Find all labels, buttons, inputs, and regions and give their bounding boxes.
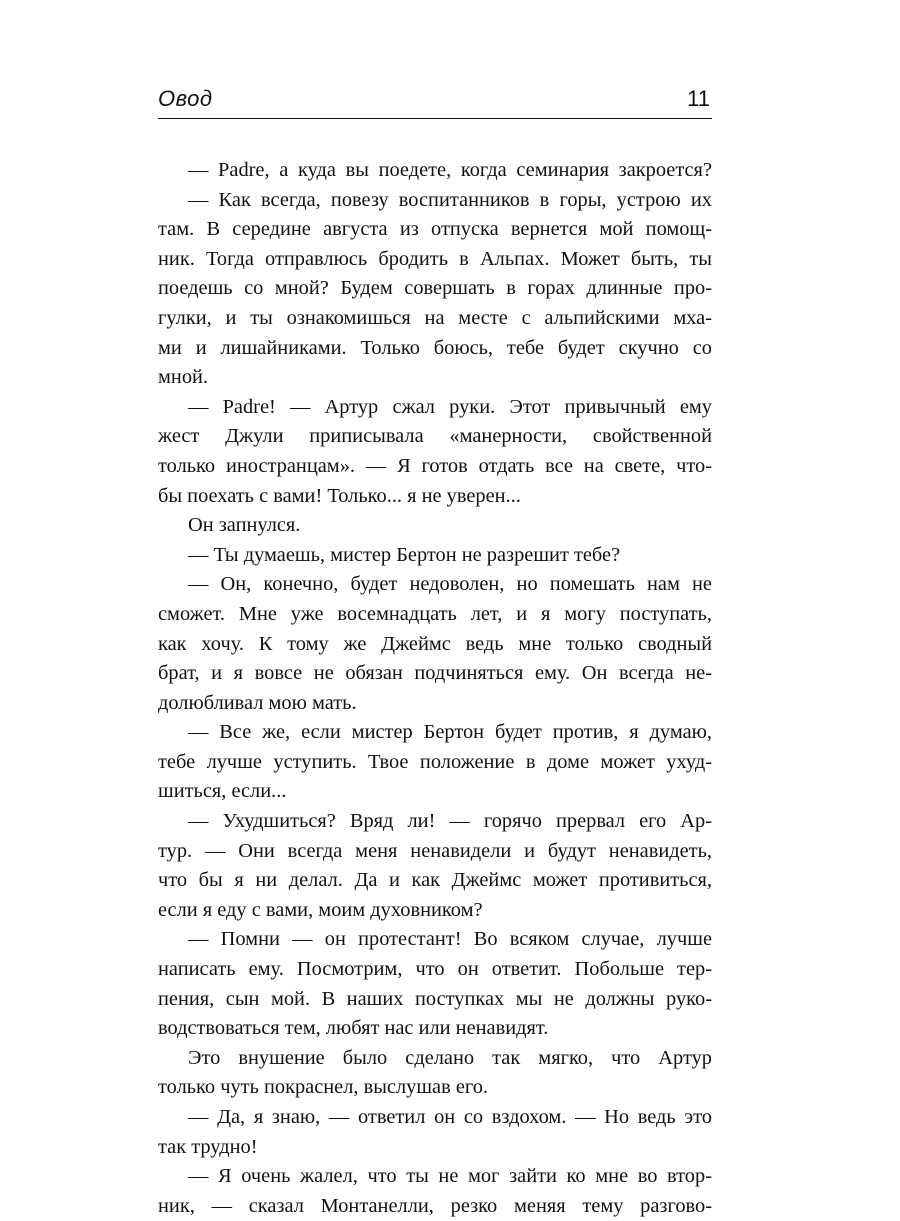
text-line: только чуть покраснел, выслушав его. bbox=[158, 1076, 489, 1099]
text-line: — Ухудшиться? Вряд ли! — горячо прервал его Ар- bbox=[188, 810, 712, 833]
text-line: тур. — Они всегда меня ненавидели и будут ненавидеть, bbox=[158, 839, 712, 862]
text-line: — Padre! — Артур сжал руки. Этот привычный ему bbox=[188, 395, 712, 418]
running-header bbox=[158, 84, 712, 119]
text-line: брат, и я вовсе не обязан подчиняться ему. Он всегда не- bbox=[158, 662, 712, 685]
text-line: — Да, я знаю, — ответил он со вздохом. — Но ведь это bbox=[188, 1106, 712, 1128]
book-title: Овод bbox=[158, 86, 213, 111]
book-page bbox=[158, 84, 712, 1221]
text-line: — Как всегда, повезу воспитанников в горы, устрою их bbox=[188, 188, 712, 211]
text-line: — Padre, а куда вы поедете, когда семинария закроется? bbox=[188, 159, 712, 181]
text-line: сможет. Мне уже восемнадцать лет, и я могу поступать, bbox=[158, 602, 712, 625]
text-line: ник. Тогда отправлюсь бродить в Альпах. Может быть, ты bbox=[158, 247, 712, 270]
text-line: там. В середине августа из отпуска вернется мой помощ- bbox=[158, 218, 712, 241]
text-line: шиться, если... bbox=[158, 780, 287, 803]
text-line: долюбливал мою мать. bbox=[158, 691, 357, 714]
text-line: если я еду с вами, моим духовником? bbox=[158, 898, 483, 921]
text-line: жест Джули приписывала «манерности, свойственной bbox=[158, 425, 712, 448]
text-line: ник, — сказал Монтанелли, резко меняя тему разгово- bbox=[158, 1194, 712, 1217]
text-line: только иностранцам». — Я готов отдать все на свете, что- bbox=[158, 454, 712, 477]
text-line: — Все же, если мистер Бертон будет против, я думаю, bbox=[188, 721, 712, 744]
text-line: — Ты думаешь, мистер Бертон не разрешит тебе? bbox=[188, 543, 621, 566]
text-line: гулки, и ты ознакомишься на месте с альпийскими мха- bbox=[158, 306, 712, 329]
text-line: — Помни — он протестант! Во всяком случае, лучше bbox=[188, 928, 712, 951]
text-line: бы поехать с вами! Только... я не уверен... bbox=[158, 484, 521, 507]
page-number: 11 bbox=[687, 86, 710, 111]
text-line: — Он, конечно, будет недоволен, но помешать нам не bbox=[188, 573, 712, 596]
text-line: пения, сын мой. В наших поступках мы не должны руко- bbox=[158, 987, 712, 1010]
text-line: ми и лишайниками. Только боюсь, тебе будет скучно со bbox=[158, 336, 712, 359]
text-line: мной. bbox=[158, 366, 209, 389]
text-line: тебе лучше уступить. Твое положение в доме может ухуд- bbox=[158, 750, 712, 773]
text-line: — Я очень жалел, что ты не мог зайти ко мне во втор- bbox=[188, 1165, 712, 1188]
text-line: как хочу. К тому же Джеймс ведь мне только сводный bbox=[158, 632, 712, 655]
text-line: так трудно! bbox=[158, 1135, 258, 1158]
text-line: написать ему. Посмотрим, что он ответит. Побольше тер- bbox=[158, 958, 712, 981]
text-line: что бы я ни делал. Да и как Джеймс может противиться, bbox=[158, 869, 712, 892]
text-line: поедешь со мной? Будем совершать в горах длинные про- bbox=[158, 277, 712, 300]
text-line: водствоваться тем, любят нас или ненавидят. bbox=[158, 1017, 549, 1040]
text-line: Это внушение было сделано так мягко, что Артур bbox=[188, 1046, 712, 1069]
text-line: Он запнулся. bbox=[188, 514, 301, 537]
text-body bbox=[158, 156, 712, 1221]
